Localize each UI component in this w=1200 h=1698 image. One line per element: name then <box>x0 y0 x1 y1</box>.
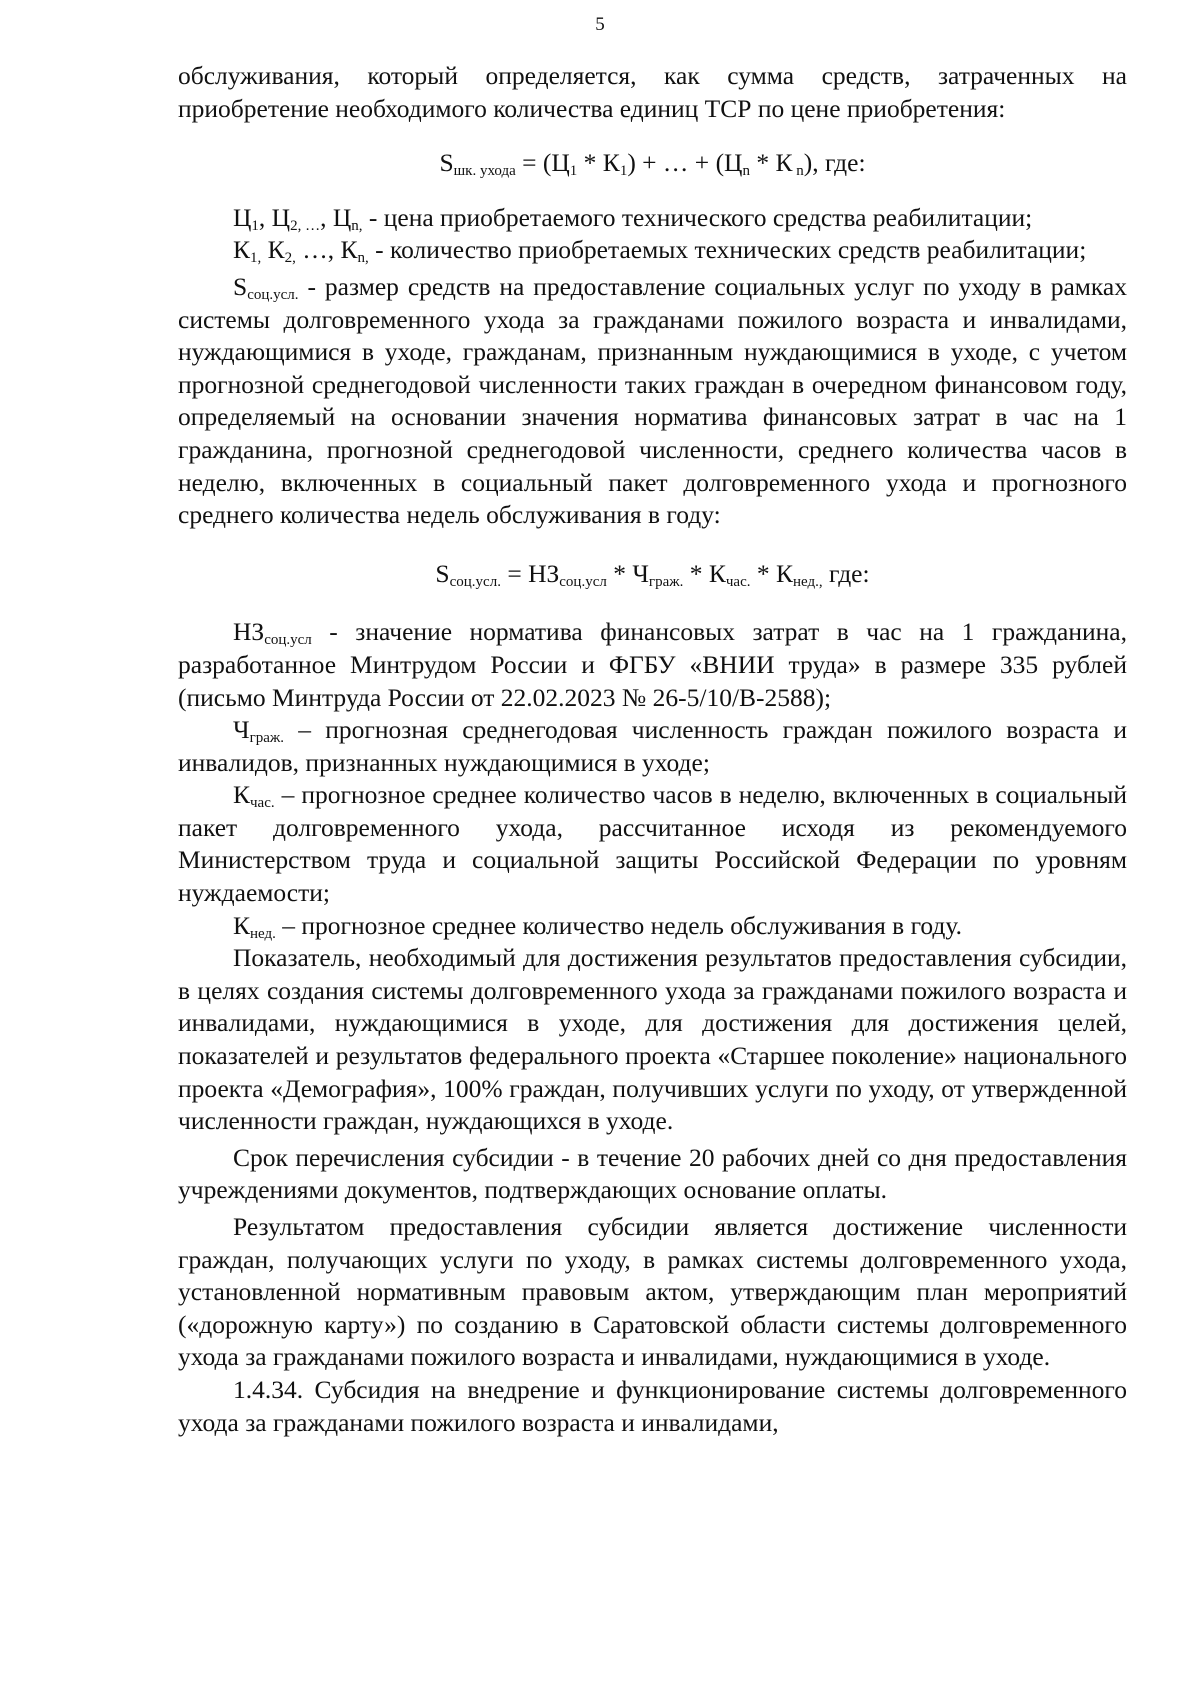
intro-paragraph: обслуживания, который определяется, как сумма средств, затраченных на приобретение необходимого количества единиц ТСР по цене приобретения: <box>178 61 1127 123</box>
definition-price: $Ц_1$, $Ц_{2, \dots}$, $Ц_{n,}$ - цена приобретаемого технического средства реабилитации; <box>233 202 1033 234</box>
definition-quantity: $К_{1,}$ $К_{2,}$ …, $К_{n,}$ - количество приобретаемых технических средств реабилитации; <box>233 235 1087 267</box>
result-paragraph: Результатом предоставления субсидии является достижение численности граждан, получающих услуги по уходу, в рамках системы долговременного ухода, установленной нормативным правовым актом, утверждающим план мероприятий («дорожную карту») по созданию в Саратовской области системы долговременного ухода за гражданами пожилого возраста и инвалидами, нуждающимися в уходе. <box>178 1212 1127 1372</box>
document-body <box>178 60 1127 1439</box>
definition-citizens-count: $Ч_{граж.}$ – прогнозная среднегодовая численность граждан пожилого возраста и инвалидов, признанных нуждающимися в уходе; <box>178 715 1127 777</box>
section-heading-paragraph: 1.4.34. Субсидия на внедрение и функционирование системы долговременного ухода за гражданами пожилого возраста и инвалидами, <box>178 1374 1127 1437</box>
formula-social-services: $S_{соц.усл.} = НЗ_{соц.усл} * Ч_{граж.} * К_{час.} * К_{нед.,}$ где: <box>435 558 870 590</box>
page-number: 5 <box>595 14 605 35</box>
definition-cost-norm: $НЗ_{соц.усл}$ - значение норматива финансовых затрат в час на 1 гражданина, разработанное Минтрудом России и ФГБУ «ВНИИ труда» в размере 335 рублей (письмо Минтруда России от 22.02.2023 № 26-5/10/В-2588); <box>178 617 1127 712</box>
definition-weeks: $К_{нед.}$ – прогнозное среднее количество недель обслуживания в году. <box>233 910 962 942</box>
indicator-paragraph: Показатель, необходимый для достижения результатов предоставления субсидии, в целях создания системы долговременного ухода за гражданами пожилого возраста и инвалидами, нуждающимися в уходе, для достижения для достижения целей, показателей и результатов федерального проекта «Старшее поколение» национального проекта «Демография», 100% граждан, получивших услуги по уходу, от утвержденной численности граждан, нуждающихся в уходе. <box>178 943 1127 1136</box>
formula-care-aids: $S_{шк. ухода} = (Ц_1 * К_1)$ + … + ($Ц_n$ * К $_n$), где: <box>439 148 866 180</box>
term-paragraph: Срок перечисления субсидии - в течение 20 рабочих дней со дня предоставления учреждениями документов, подтверждающих основание оплаты. <box>178 1142 1127 1205</box>
definition-social-services: $S_{соц.усл.}$ - размер средств на предоставление социальных услуг по уходу в рамках системы долговременного ухода за гражданами пожилого возраста и инвалидами, нуждающимися в уходе, гражданам, признанным нуждающимися в уходе, с учетом прогнозной среднегодовой численности таких граждан в очередном финансовом году, определяемый на основании значения норматива финансовых затрат в час на 1 гражданина, прогнозной среднегодовой численности, среднего количества часов в неделю, включенных в социальный пакет долговременного ухода и прогнозного среднего количества недель обслуживания в году: <box>178 271 1127 530</box>
definition-hours: $К_{час.}$ – прогнозное среднее количество часов в неделю, включенных в социальный пакет долговременного ухода, рассчитанное исходя из рекомендуемого Министерством труда и социальной защиты Российской Федерации по уровням нуждаемости; <box>178 780 1127 908</box>
